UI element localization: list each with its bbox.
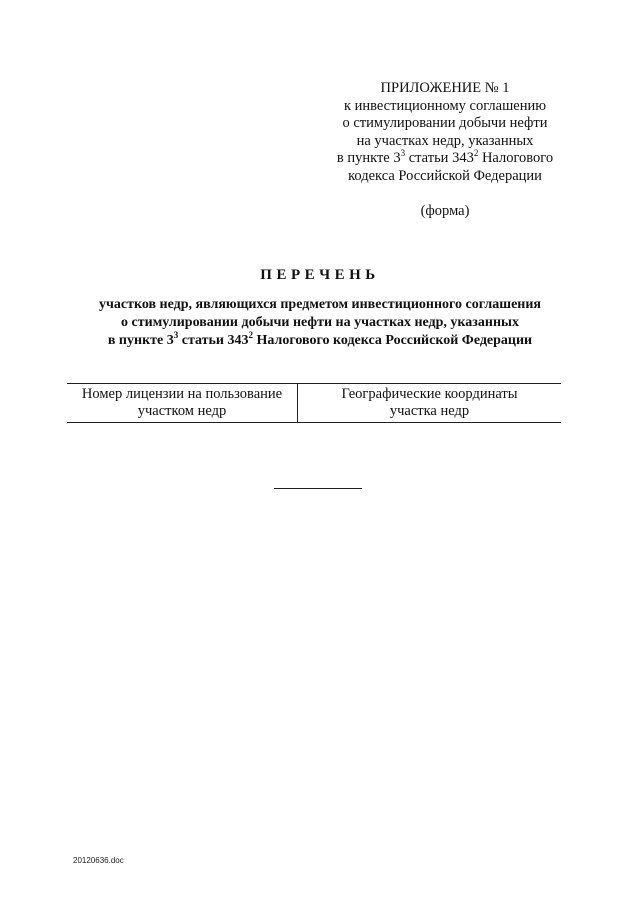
appendix-header [300,80,590,221]
subtitle-line-3 [40,332,600,350]
appendix-line-5-part-c: Налогового [478,150,554,166]
table-header-license-number-line-2: участком недр [137,403,227,419]
document-subtitle [40,296,600,350]
subtitle-line-1: участков недр, являющихся предметом инвестиционного соглашения [98,297,542,312]
appendix-line-5-part-a: в пункте 3 [336,150,401,166]
document-title: ПЕРЕЧЕНЬ [260,267,380,283]
subtitle-line-2: о стимулировании добычи нефти на участках недр, указанных [121,315,519,330]
appendix-line-2: к инвестиционному соглашению [343,97,547,114]
table-header-license-number [67,384,298,422]
subtitle-line-3-part-c: Налогового кодекса Российской Федерации [252,333,533,348]
appendix-number: ПРИЛОЖЕНИЕ № 1 [380,80,510,96]
table-header-coordinates-line-1: Географические координаты [341,386,518,402]
appendix-superscript-1: 3 [400,148,406,158]
end-separator-line [274,488,362,489]
subtitle-superscript-2: 2 [248,330,253,340]
appendix-line-6: кодекса Российской Федерации [348,167,542,184]
license-table [67,383,561,423]
table-header-license-number-line-1: Номер лицензии на пользование [81,386,283,402]
appendix-superscript-2: 2 [473,148,479,158]
file-name-footer: 20120636.doc [73,856,124,865]
appendix-line-5 [300,150,590,168]
subtitle-superscript-1: 3 [173,330,179,340]
table-header-coordinates-line-2: участка недр [389,403,470,419]
subtitle-line-3-part-a: в пункте 3 [107,333,174,348]
subtitle-line-3-part-b: статьи 343 [178,333,249,348]
appendix-line-4: на участках недр, указанных [356,132,534,149]
table-header-coordinates [298,384,561,422]
form-note: (форма) [420,203,470,219]
appendix-line-5-part-b: статьи 343 [405,150,474,166]
appendix-line-3: о стимулировании добычи нефти [342,115,548,131]
